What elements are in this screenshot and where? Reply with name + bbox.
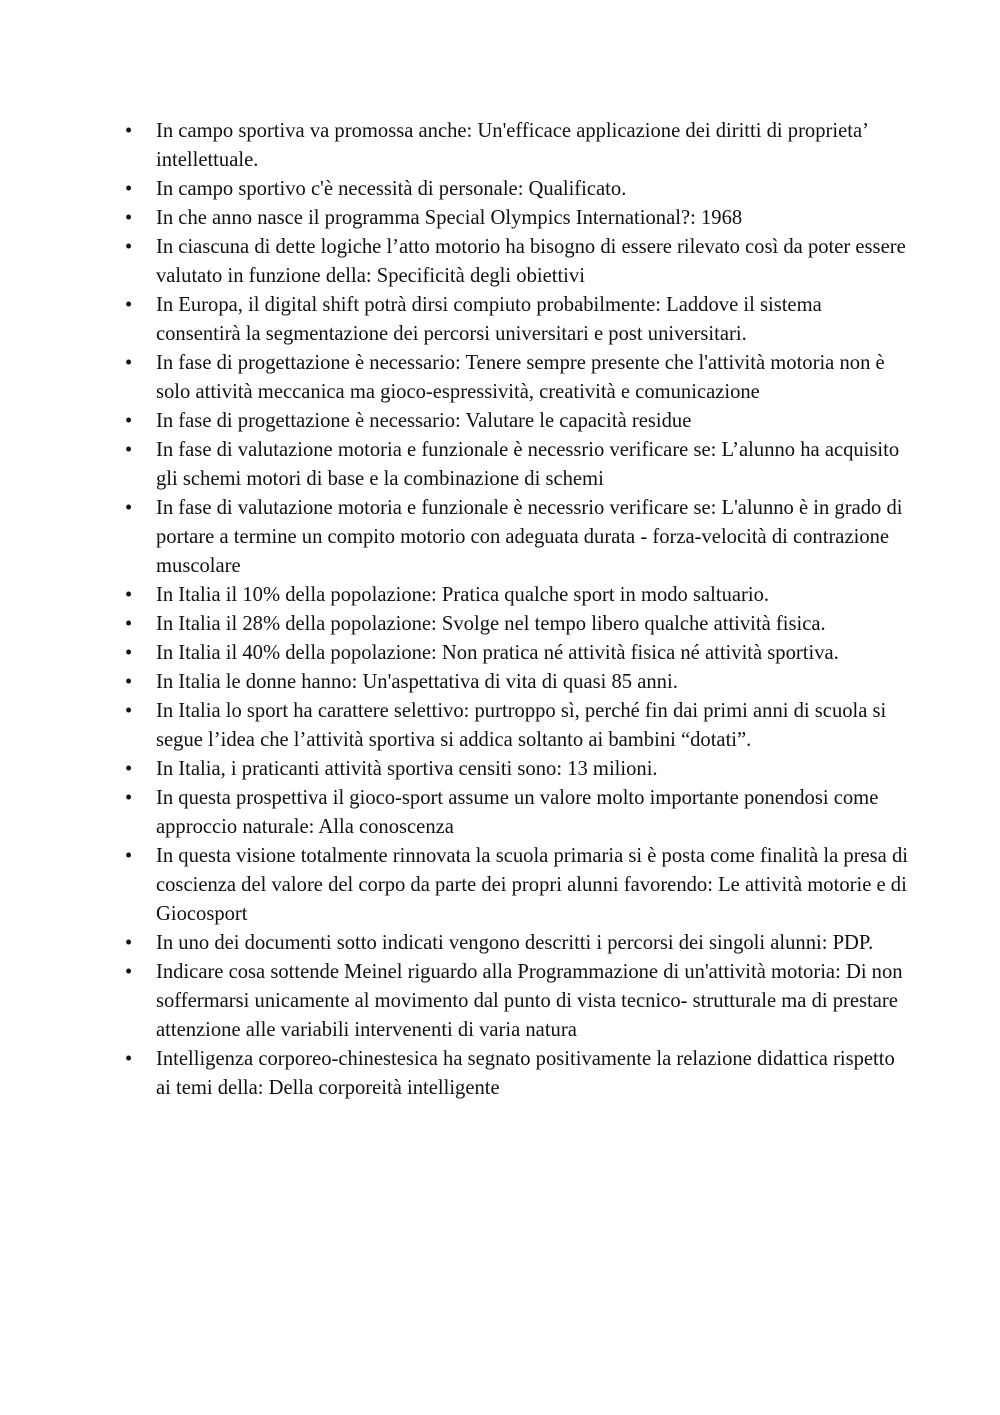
- bullet-icon: •: [125, 845, 133, 867]
- item-text: In campo sportiva va promossa anche: Un'efficace applicazione dei diritti di proprieta’ intellettuale.: [156, 120, 868, 171]
- item-text: In Italia il 10% della popolazione: Pratica qualche sport in modo saltuario.: [156, 584, 770, 606]
- item-text: In campo sportivo c'è necessità di personale: Qualificato.: [156, 178, 627, 200]
- list-item: [125, 958, 910, 1045]
- item-text: In che anno nasce il programma Special Olympics International?: 1968: [156, 207, 743, 229]
- list-item: [125, 204, 910, 233]
- list-item: [125, 291, 910, 349]
- list-item: [125, 581, 910, 610]
- list-item: [125, 233, 910, 291]
- list-item: [125, 697, 910, 755]
- question-answer-list: [125, 117, 910, 1103]
- item-text: Indicare cosa sottende Meinel riguardo alla Programmazione di un'attività motoria: Di non soffermarsi unicamente al movimento dal punto di vista tecnico- strutturale ma di prestare attenzione alle variabili intervenenti di varia natura: [156, 961, 903, 1041]
- list-item: [125, 436, 910, 494]
- list-item: [125, 842, 910, 929]
- bullet-icon: •: [125, 120, 133, 142]
- bullet-icon: •: [125, 787, 133, 809]
- list-item: [125, 668, 910, 697]
- list-item: [125, 407, 910, 436]
- bullet-icon: •: [125, 700, 133, 722]
- item-text: In Italia lo sport ha carattere selettivo: purtroppo sì, perché fin dai primi anni di scuola si segue l’idea che l’attività sportiva si addica soltanto ai bambini “dotati”.: [156, 700, 887, 751]
- list-item: [125, 639, 910, 668]
- item-text: In Italia il 28% della popolazione: Svolge nel tempo libero qualche attività fisica.: [156, 613, 826, 635]
- bullet-icon: •: [125, 758, 133, 780]
- list-item: [125, 494, 910, 581]
- item-text: In fase di valutazione motoria e funzionale è necessrio verificare se: L'alunno è in grado di portare a termine un compito motorio con adeguata durata - forza-velocità di contrazione muscolare: [156, 497, 903, 577]
- list-item: [125, 929, 910, 958]
- item-text: In questa prospettiva il gioco-sport assume un valore molto importante ponendosi come approccio naturale: Alla conoscenza: [156, 787, 879, 838]
- bullet-icon: •: [125, 584, 133, 606]
- list-item: [125, 1045, 910, 1103]
- item-text: In fase di progettazione è necessario: Tenere sempre presente che l'attività motoria non è solo attività meccanica ma gioco-espressività, creatività e comunicazione: [156, 352, 885, 403]
- bullet-icon: •: [125, 207, 133, 229]
- item-text: In questa visione totalmente rinnovata la scuola primaria si è posta come finalità la presa di coscienza del valore del corpo da parte dei propri alunni favorendo: Le attività motorie e di Giocosport: [156, 845, 908, 925]
- bullet-icon: •: [125, 352, 133, 374]
- bullet-icon: •: [125, 613, 133, 635]
- bullet-icon: •: [125, 294, 133, 316]
- list-item: [125, 755, 910, 784]
- item-text: In fase di valutazione motoria e funzionale è necessrio verificare se: L’alunno ha acquisito gli schemi motori di base e la combinazione di schemi: [156, 439, 900, 490]
- list-item: [125, 349, 910, 407]
- bullet-icon: •: [125, 497, 133, 519]
- item-text: Intelligenza corporeo-chinestesica ha segnato positivamente la relazione didattica rispetto ai temi della: Della corporeità intelligente: [156, 1048, 895, 1099]
- item-text: In Italia, i praticanti attività sportiva censiti sono: 13 milioni.: [156, 758, 658, 780]
- item-text: In uno dei documenti sotto indicati vengono descritti i percorsi dei singoli alunni: PDP.: [156, 932, 874, 954]
- bullet-icon: •: [125, 178, 133, 200]
- bullet-icon: •: [125, 642, 133, 664]
- list-item: [125, 175, 910, 204]
- item-text: In Italia le donne hanno: Un'aspettativa di vita di quasi 85 anni.: [156, 671, 678, 693]
- bullet-icon: •: [125, 932, 133, 954]
- item-text: In fase di progettazione è necessario: Valutare le capacità residue: [156, 410, 692, 432]
- list-item: [125, 784, 910, 842]
- bullet-icon: •: [125, 961, 133, 983]
- bullet-icon: •: [125, 439, 133, 461]
- bullet-icon: •: [125, 1048, 133, 1070]
- bullet-icon: •: [125, 410, 133, 432]
- list-item: [125, 117, 910, 175]
- item-text: In ciascuna di dette logiche l’atto motorio ha bisogno di essere rilevato così da poter essere valutato in funzione della: Specificità degli obiettivi: [156, 236, 906, 287]
- bullet-icon: •: [125, 236, 133, 258]
- item-text: In Italia il 40% della popolazione: Non pratica né attività fisica né attività sportiva.: [156, 642, 839, 664]
- item-text: In Europa, il digital shift potrà dirsi compiuto probabilmente: Laddove il sistema consentirà la segmentazione dei percorsi universitari e post universitari.: [156, 294, 822, 345]
- list-item: [125, 610, 910, 639]
- bullet-icon: •: [125, 671, 133, 693]
